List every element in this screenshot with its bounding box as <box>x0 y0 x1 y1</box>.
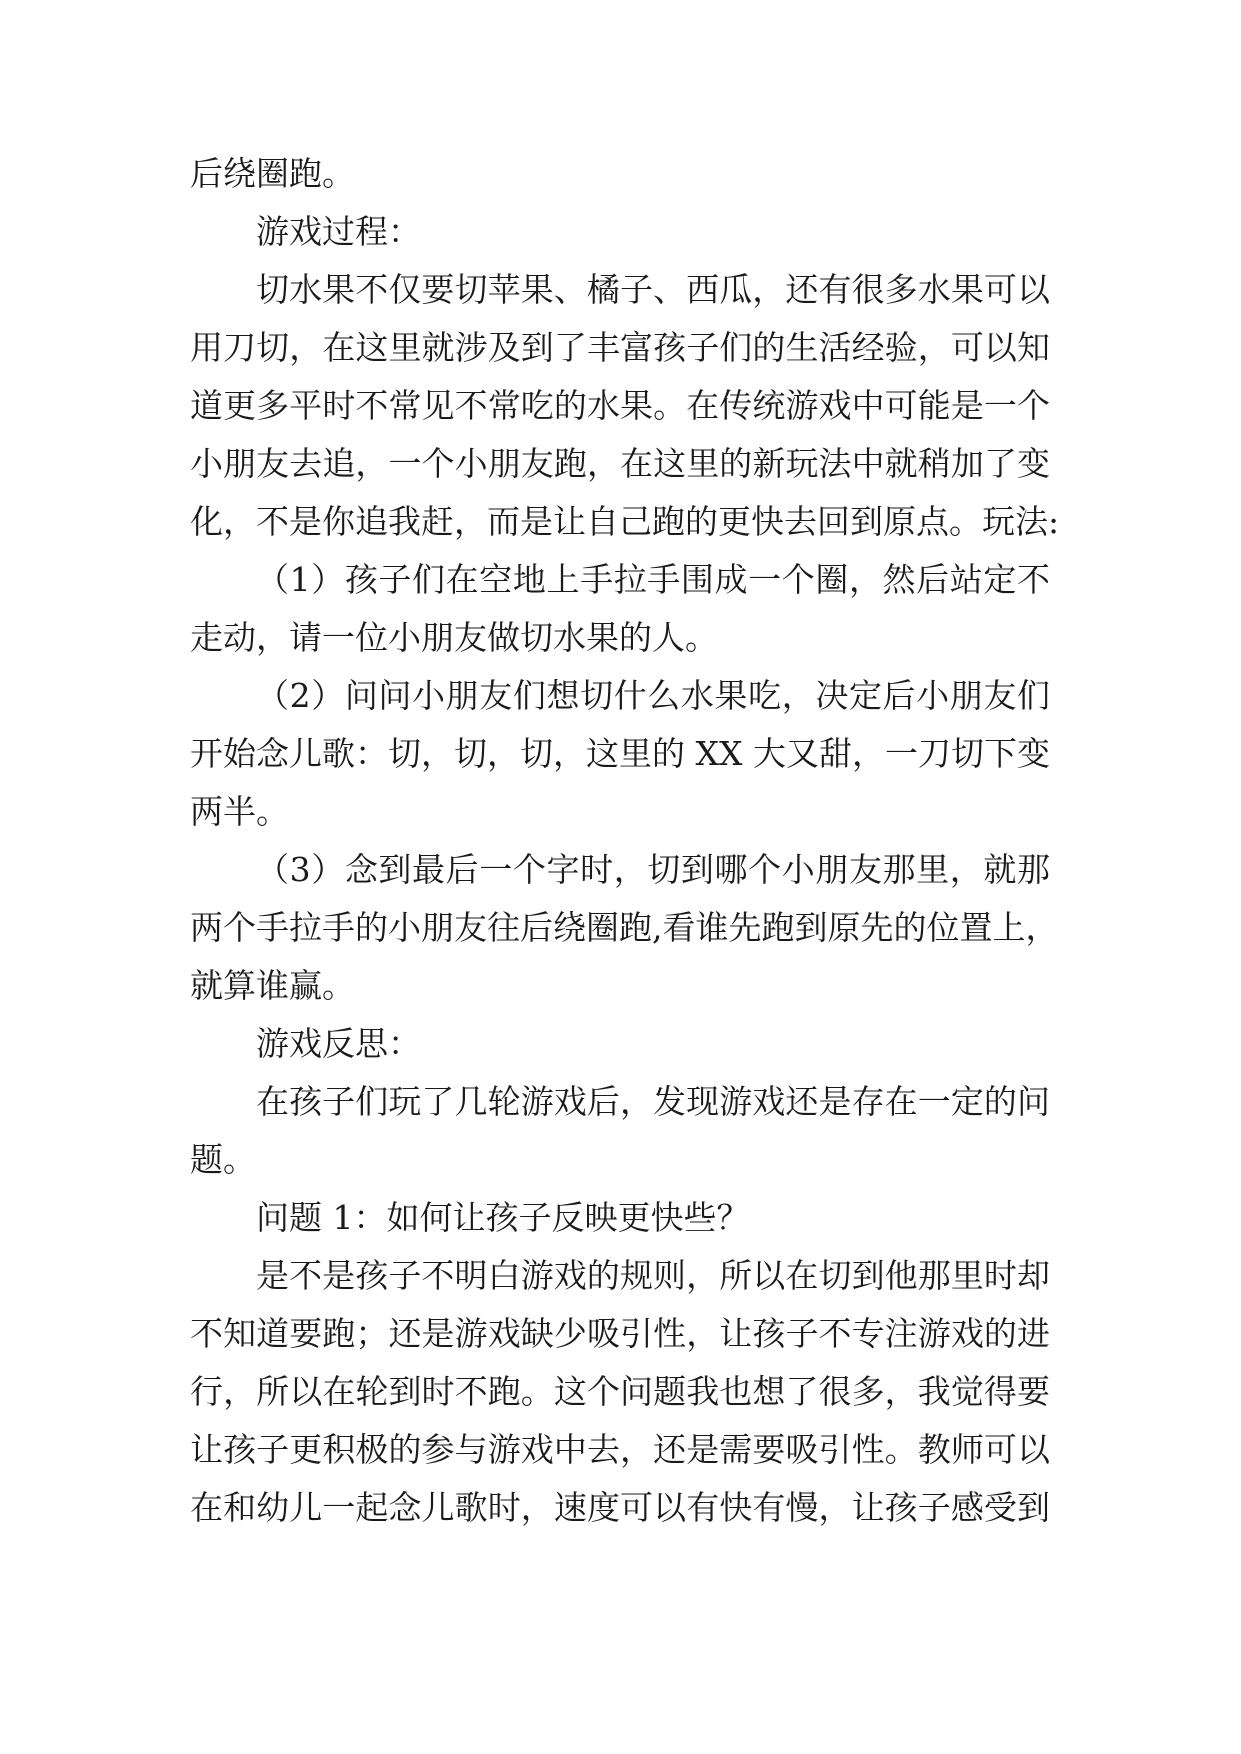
list-item-1-line: （1）孩子们在空地上手拉手围成一个圈，然后站定不 <box>256 560 1050 599</box>
paragraph-line: 题。 <box>190 1140 256 1179</box>
list-item-2-line: （2）问问小朋友们想切什么水果吃，决定后小朋友们 <box>256 676 1050 715</box>
paragraph-line: 不知道要跑；还是游戏缺少吸引性，让孩子不专注游戏的进 <box>190 1314 1050 1353</box>
list-item-1-line: 走动，请一位小朋友做切水果的人。 <box>190 618 718 657</box>
paragraph-line: 切水果不仅要切苹果、橘子、西瓜，还有很多水果可以 <box>256 270 1050 309</box>
paragraph-line: 行，所以在轮到时不跑。这个问题我也想了很多，我觉得要 <box>190 1372 1050 1411</box>
list-item-3-line: （3）念到最后一个字时，切到哪个小朋友那里，就那 <box>256 850 1050 889</box>
paragraph-line: 用刀切，在这里就涉及到了丰富孩子们的生活经验，可以知 <box>190 328 1050 367</box>
section-heading-game-process: 游戏过程： <box>256 212 421 251</box>
list-item-3-line: 就算谁赢。 <box>190 966 355 1005</box>
list-item-3-line: 两个手拉手的小朋友往后绕圈跑,看谁先跑到原先的位置上， <box>190 908 1059 947</box>
list-item-2-line: 两半。 <box>190 792 289 831</box>
paragraph-line: 小朋友去追，一个小朋友跑，在这里的新玩法中就稍加了变 <box>190 444 1050 483</box>
paragraph-line: 让孩子更积极的参与游戏中去，还是需要吸引性。教师可以 <box>190 1430 1050 1469</box>
paragraph-line: 是不是孩子不明白游戏的规则，所以在切到他那里时却 <box>256 1256 1050 1295</box>
paragraph-line: 化，不是你追我赶，而是让自己跑的更快去回到原点。玩法: <box>190 502 1060 541</box>
paragraph-line-continuation: 后绕圈跑。 <box>190 154 355 193</box>
section-heading-game-reflection: 游戏反思： <box>256 1024 421 1063</box>
paragraph-line: 道更多平时不常见不常吃的水果。在传统游戏中可能是一个 <box>190 386 1050 425</box>
list-item-2-line: 开始念儿歌：切，切，切，这里的 XX 大又甜，一刀切下变 <box>190 734 1050 773</box>
question-heading: 问题 1：如何让孩子反映更快些？ <box>256 1198 750 1237</box>
paragraph-line: 在孩子们玩了几轮游戏后，发现游戏还是存在一定的问 <box>256 1082 1050 1121</box>
paragraph-line: 在和幼儿一起念儿歌时，速度可以有快有慢，让孩子感受到 <box>190 1488 1050 1527</box>
